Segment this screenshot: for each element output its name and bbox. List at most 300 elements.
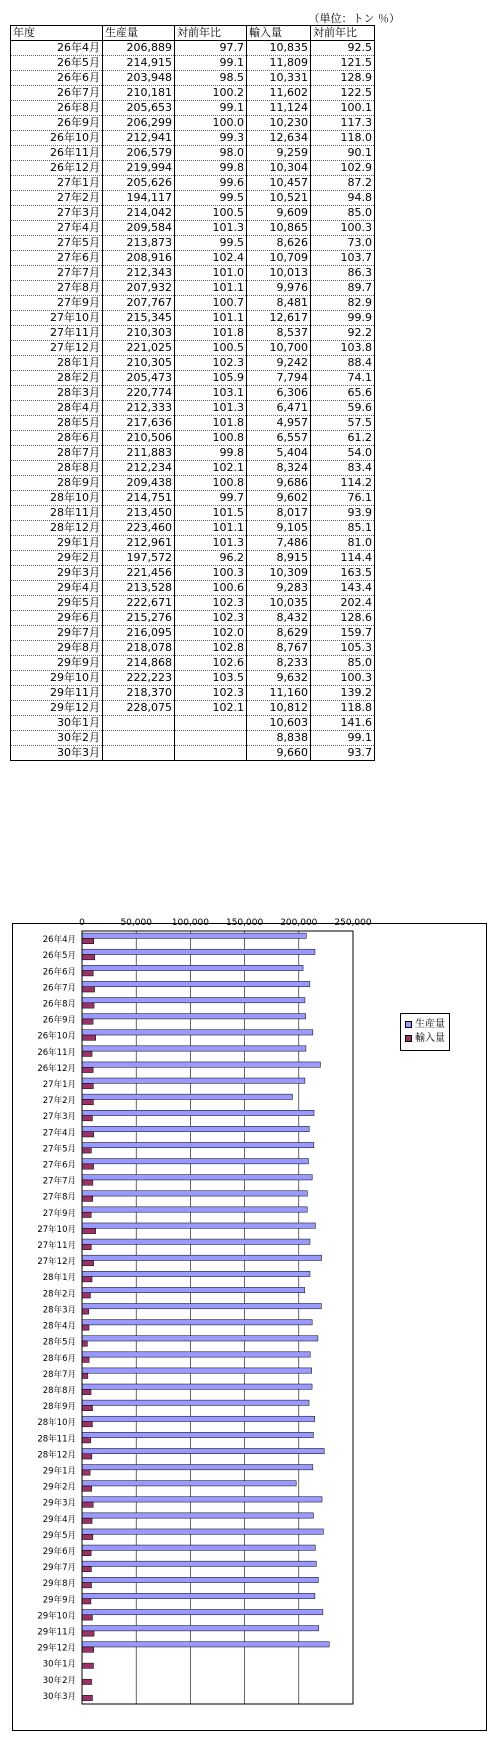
y-tick-label: 28年7月 <box>42 1369 76 1380</box>
value-cell: 212,941 <box>103 131 175 146</box>
import-bar <box>82 938 94 943</box>
value-cell: 74.1 <box>311 371 375 386</box>
x-tick-label: 250,000 <box>334 918 372 928</box>
value-cell: 100.7 <box>175 296 247 311</box>
value-cell: 85.1 <box>311 521 375 536</box>
production-bar <box>82 1577 318 1582</box>
value-cell: 208,916 <box>103 251 175 266</box>
value-cell: 100.5 <box>175 206 247 221</box>
import-bar <box>82 1244 91 1249</box>
import-bar <box>82 1373 88 1378</box>
value-cell: 100.0 <box>175 116 247 131</box>
value-cell: 118.0 <box>311 131 375 146</box>
import-bar <box>82 1148 91 1153</box>
value-cell: 212,234 <box>103 461 175 476</box>
value-cell: 194,117 <box>103 191 175 206</box>
y-tick-label: 30年1月 <box>42 1659 76 1670</box>
value-cell: 117.3 <box>311 116 375 131</box>
production-bar <box>82 1175 312 1180</box>
value-cell: 118.8 <box>311 701 375 716</box>
import-bar <box>82 1228 96 1233</box>
header-cell: 対前年比 <box>175 26 247 41</box>
header-cell: 年度 <box>11 26 103 41</box>
row-label-cell: 28年9月 <box>11 476 103 491</box>
y-tick-label: 28年4月 <box>42 1321 76 1332</box>
production-bar <box>82 1448 324 1453</box>
value-cell: 5,404 <box>247 446 311 461</box>
value-cell: 8,481 <box>247 296 311 311</box>
value-cell: 102.3 <box>175 356 247 371</box>
value-cell: 96.2 <box>175 551 247 566</box>
value-cell: 100.1 <box>311 101 375 116</box>
value-cell: 210,506 <box>103 431 175 446</box>
value-cell: 12,634 <box>247 131 311 146</box>
value-cell: 223,460 <box>103 521 175 536</box>
row-label-cell: 26年7月 <box>11 86 103 101</box>
value-cell: 73.0 <box>311 236 375 251</box>
value-cell: 99.7 <box>175 491 247 506</box>
production-bar <box>82 1320 312 1325</box>
value-cell: 99.1 <box>175 101 247 116</box>
production-bar <box>82 1078 305 1083</box>
y-tick-label: 28年11月 <box>37 1434 76 1445</box>
import-bar <box>82 1099 93 1104</box>
value-cell: 214,868 <box>103 656 175 671</box>
value-cell: 8,629 <box>247 626 311 641</box>
import-bar <box>82 1260 94 1265</box>
legend-item <box>405 1032 445 1046</box>
value-cell: 105.9 <box>175 371 247 386</box>
value-cell: 100.3 <box>311 671 375 686</box>
y-tick-label: 27年5月 <box>42 1144 76 1155</box>
import-bar <box>82 1470 90 1475</box>
row-label-cell: 27年10月 <box>11 311 103 326</box>
import-bar <box>82 1341 87 1346</box>
y-tick-label: 26年10月 <box>37 1031 76 1042</box>
row-label-cell: 28年10月 <box>11 491 103 506</box>
production-bar <box>82 1126 309 1131</box>
row-label-cell: 26年10月 <box>11 131 103 146</box>
y-tick-label: 26年6月 <box>42 967 76 978</box>
import-bar <box>82 1309 89 1314</box>
import-bar <box>82 1003 94 1008</box>
value-cell: 212,961 <box>103 536 175 551</box>
value-cell: 220,774 <box>103 386 175 401</box>
production-bar <box>82 1207 307 1212</box>
import-bar <box>82 1212 91 1217</box>
value-cell: 105.3 <box>311 641 375 656</box>
value-cell: 9,602 <box>247 491 311 506</box>
value-cell: 89.7 <box>311 281 375 296</box>
import-bar <box>82 1277 92 1282</box>
y-tick-label: 29年2月 <box>42 1482 76 1493</box>
x-tick-label: 200,000 <box>280 918 318 928</box>
y-tick-label: 26年4月 <box>42 935 76 946</box>
value-cell: 100.3 <box>311 221 375 236</box>
value-cell: 10,709 <box>247 251 311 266</box>
y-tick-label: 27年2月 <box>42 1096 76 1107</box>
row-label-cell: 26年5月 <box>11 56 103 71</box>
row-label-cell: 29年5月 <box>11 596 103 611</box>
value-cell: 90.1 <box>311 146 375 161</box>
value-cell: 101.8 <box>175 326 247 341</box>
value-cell: 9,283 <box>247 581 311 596</box>
value-cell: 202.4 <box>311 596 375 611</box>
value-cell: 211,883 <box>103 446 175 461</box>
value-cell: 102.8 <box>175 641 247 656</box>
import-bar <box>82 1647 94 1652</box>
y-tick-label: 26年5月 <box>42 951 76 962</box>
import-bar <box>82 1067 93 1072</box>
y-tick-label: 28年1月 <box>42 1273 76 1284</box>
value-cell: 100.2 <box>175 86 247 101</box>
value-cell: 93.9 <box>311 506 375 521</box>
row-label-cell: 27年9月 <box>11 296 103 311</box>
value-cell: 98.5 <box>175 71 247 86</box>
value-cell: 143.4 <box>311 581 375 596</box>
value-cell: 215,276 <box>103 611 175 626</box>
production-bar <box>82 1303 321 1308</box>
value-cell: 214,751 <box>103 491 175 506</box>
production-bar <box>82 1497 322 1502</box>
value-cell: 222,671 <box>103 596 175 611</box>
row-label-cell: 27年5月 <box>11 236 103 251</box>
value-cell: 7,486 <box>247 536 311 551</box>
import-bar <box>82 1454 92 1459</box>
x-tick-label: 100,000 <box>171 918 210 928</box>
y-tick-label: 27年3月 <box>42 1112 76 1123</box>
value-cell: 8,537 <box>247 326 311 341</box>
value-cell: 103.7 <box>311 251 375 266</box>
unit-note: （単位：トン ％） <box>308 12 400 25</box>
production-bar <box>82 1432 313 1437</box>
y-tick-label: 26年8月 <box>42 999 76 1010</box>
production-bar <box>82 1465 313 1470</box>
row-label-cell: 29年6月 <box>11 611 103 626</box>
value-cell: 216,095 <box>103 626 175 641</box>
production-bar <box>82 965 303 970</box>
production-bar <box>82 1513 313 1518</box>
production-bar <box>82 1223 315 1228</box>
y-tick-label: 27年8月 <box>42 1192 76 1203</box>
row-label-cell: 27年8月 <box>11 281 103 296</box>
import-bar <box>82 1083 93 1088</box>
value-cell: 206,299 <box>103 116 175 131</box>
y-tick-label: 29年4月 <box>42 1514 76 1525</box>
value-cell: 217,636 <box>103 416 175 431</box>
value-cell: 100.5 <box>175 341 247 356</box>
import-bar <box>82 1566 91 1571</box>
header-cell: 生産量 <box>103 26 175 41</box>
y-tick-label: 29年1月 <box>42 1466 76 1477</box>
import-bar <box>82 1518 92 1523</box>
y-tick-label: 27年6月 <box>42 1160 76 1171</box>
value-cell: 114.2 <box>311 476 375 491</box>
value-cell: 88.4 <box>311 356 375 371</box>
import-bar <box>82 1405 92 1410</box>
production-bar <box>82 1159 308 1164</box>
y-tick-label: 29年11月 <box>37 1627 76 1638</box>
value-cell: 10,835 <box>247 41 311 56</box>
import-bar <box>82 1116 92 1121</box>
y-tick-label: 29年8月 <box>42 1579 76 1590</box>
import-bar <box>82 1325 89 1330</box>
row-label-cell: 27年6月 <box>11 251 103 266</box>
legend-label: 輸入量 <box>415 1033 445 1044</box>
value-cell: 92.2 <box>311 326 375 341</box>
row-label-cell: 29年9月 <box>11 656 103 671</box>
value-cell: 99.3 <box>175 131 247 146</box>
legend-label: 生産量 <box>415 1019 445 1030</box>
y-tick-label: 27年4月 <box>42 1128 76 1139</box>
row-label-cell: 28年6月 <box>11 431 103 446</box>
row-label-cell: 28年5月 <box>11 416 103 431</box>
value-cell: 102.9 <box>311 161 375 176</box>
value-cell: 102.3 <box>175 611 247 626</box>
value-cell: 121.5 <box>311 56 375 71</box>
value-cell: 213,450 <box>103 506 175 521</box>
production-bar <box>82 1110 314 1115</box>
value-cell: 102.4 <box>175 251 247 266</box>
value-cell: 100.8 <box>175 431 247 446</box>
y-tick-label: 29年3月 <box>42 1498 76 1509</box>
x-tick-label: 0 <box>79 918 85 928</box>
y-tick-label: 27年9月 <box>42 1208 76 1219</box>
row-label-cell: 29年4月 <box>11 581 103 596</box>
value-cell: 8,432 <box>247 611 311 626</box>
y-tick-label: 28年6月 <box>42 1353 76 1364</box>
import-bar <box>82 1132 94 1137</box>
value-cell: 86.3 <box>311 266 375 281</box>
value-cell: 6,557 <box>247 431 311 446</box>
production-bar <box>82 1368 312 1373</box>
value-cell: 103.1 <box>175 386 247 401</box>
value-cell: 8,324 <box>247 461 311 476</box>
production-bar <box>82 1030 313 1035</box>
value-cell: 207,932 <box>103 281 175 296</box>
y-tick-label: 28年3月 <box>42 1305 76 1316</box>
value-cell: 10,230 <box>247 116 311 131</box>
value-cell: 101.1 <box>175 311 247 326</box>
value-cell: 101.1 <box>175 521 247 536</box>
value-cell: 215,345 <box>103 311 175 326</box>
y-tick-label: 30年2月 <box>42 1675 76 1686</box>
value-cell: 128.9 <box>311 71 375 86</box>
y-tick-label: 29年9月 <box>42 1595 76 1606</box>
value-cell: 209,438 <box>103 476 175 491</box>
row-label-cell: 26年4月 <box>11 41 103 56</box>
production-bar <box>82 1481 296 1486</box>
y-tick-label: 28年5月 <box>42 1337 76 1348</box>
y-tick-label: 28年12月 <box>37 1450 76 1461</box>
row-label-cell: 27年4月 <box>11 221 103 236</box>
row-label-cell: 28年4月 <box>11 401 103 416</box>
row-label-cell: 27年11月 <box>11 326 103 341</box>
y-tick-label: 29年5月 <box>42 1530 76 1541</box>
value-cell: 99.8 <box>175 161 247 176</box>
row-label-cell: 30年3月 <box>11 746 103 761</box>
production-bar <box>82 998 305 1003</box>
value-cell: 221,025 <box>103 341 175 356</box>
y-tick-label: 26年9月 <box>42 1015 76 1026</box>
y-tick-label: 28年2月 <box>42 1289 76 1300</box>
value-cell: 163.5 <box>311 566 375 581</box>
production-bar <box>82 1545 315 1550</box>
value-cell: 214,915 <box>103 56 175 71</box>
value-cell: 203,948 <box>103 71 175 86</box>
value-cell: 59.6 <box>311 401 375 416</box>
production-bar <box>82 1352 310 1357</box>
value-cell: 76.1 <box>311 491 375 506</box>
value-cell: 92.5 <box>311 41 375 56</box>
production-bar <box>82 1416 315 1421</box>
value-cell: 100.8 <box>175 476 247 491</box>
row-label-cell: 26年12月 <box>11 161 103 176</box>
import-bar <box>82 1438 91 1443</box>
value-cell: 65.6 <box>311 386 375 401</box>
row-label-cell: 29年12月 <box>11 701 103 716</box>
production-bar <box>82 949 315 954</box>
y-tick-label: 30年3月 <box>42 1691 76 1702</box>
value-cell: 99.1 <box>311 731 375 746</box>
production-bar <box>82 1094 292 1099</box>
value-cell: 101.3 <box>175 536 247 551</box>
import-bar <box>82 987 95 992</box>
y-tick-label: 29年12月 <box>37 1643 76 1654</box>
value-cell: 206,889 <box>103 41 175 56</box>
y-tick-label: 26年12月 <box>37 1063 76 1074</box>
value-cell: 57.5 <box>311 416 375 431</box>
y-tick-label: 28年8月 <box>42 1385 76 1396</box>
value-cell: 82.9 <box>311 296 375 311</box>
value-cell: 228,075 <box>103 701 175 716</box>
production-bar <box>82 981 310 986</box>
production-bar <box>82 1609 323 1614</box>
value-cell: 102.0 <box>175 626 247 641</box>
import-bar <box>82 1035 96 1040</box>
row-label-cell: 26年9月 <box>11 116 103 131</box>
value-cell: 8,915 <box>247 551 311 566</box>
value-cell: 114.4 <box>311 551 375 566</box>
x-tick-label: 150,000 <box>225 918 264 928</box>
row-label-cell: 29年2月 <box>11 551 103 566</box>
value-cell: 10,013 <box>247 266 311 281</box>
import-bar <box>82 1164 94 1169</box>
value-cell: 101.5 <box>175 506 247 521</box>
value-cell: 210,303 <box>103 326 175 341</box>
value-cell: 10,812 <box>247 701 311 716</box>
value-cell: 8,767 <box>247 641 311 656</box>
value-cell: 222,223 <box>103 671 175 686</box>
value-cell: 99.8 <box>175 446 247 461</box>
value-cell: 207,767 <box>103 296 175 311</box>
production-bar <box>82 1384 312 1389</box>
value-cell: 159.7 <box>311 626 375 641</box>
value-cell: 210,181 <box>103 86 175 101</box>
y-tick-label: 27年1月 <box>42 1079 76 1090</box>
value-cell: 100.6 <box>175 581 247 596</box>
value-cell: 99.9 <box>311 311 375 326</box>
row-label-cell: 29年3月 <box>11 566 103 581</box>
value-cell: 11,602 <box>247 86 311 101</box>
production-bar <box>82 1191 307 1196</box>
value-cell: 93.7 <box>311 746 375 761</box>
value-cell: 206,579 <box>103 146 175 161</box>
value-cell: 99.5 <box>175 191 247 206</box>
production-bar <box>82 933 306 938</box>
value-cell: 85.0 <box>311 206 375 221</box>
row-label-cell: 29年8月 <box>11 641 103 656</box>
value-cell: 128.6 <box>311 611 375 626</box>
value-cell: 102.3 <box>175 596 247 611</box>
value-cell: 6,306 <box>247 386 311 401</box>
value-cell: 10,865 <box>247 221 311 236</box>
chart-legend <box>400 1013 450 1051</box>
y-tick-label: 26年11月 <box>37 1047 76 1058</box>
row-label-cell: 29年1月 <box>11 536 103 551</box>
import-bar <box>82 1019 93 1024</box>
row-label-cell: 28年2月 <box>11 371 103 386</box>
value-cell: 205,473 <box>103 371 175 386</box>
value-cell: 10,331 <box>247 71 311 86</box>
import-bar <box>82 1550 91 1555</box>
value-cell: 197,572 <box>103 551 175 566</box>
value-cell: 101.8 <box>175 416 247 431</box>
import-bar <box>82 1180 93 1185</box>
value-cell: 83.4 <box>311 461 375 476</box>
import-bar <box>82 1389 91 1394</box>
row-label-cell: 27年1月 <box>11 176 103 191</box>
value-cell: 61.2 <box>311 431 375 446</box>
value-cell: 218,370 <box>103 686 175 701</box>
value-cell: 103.5 <box>175 671 247 686</box>
row-label-cell: 29年10月 <box>11 671 103 686</box>
row-label-cell: 29年7月 <box>11 626 103 641</box>
y-tick-label: 29年6月 <box>42 1547 76 1558</box>
value-cell: 7,794 <box>247 371 311 386</box>
import-bar <box>82 1534 93 1539</box>
value-cell: 213,528 <box>103 581 175 596</box>
value-cell: 9,686 <box>247 476 311 491</box>
production-bar <box>82 1529 323 1534</box>
y-tick-label: 27年11月 <box>37 1241 76 1252</box>
value-cell: 102.6 <box>175 656 247 671</box>
production-bar <box>82 1142 314 1147</box>
production-bar <box>82 1062 320 1067</box>
value-cell: 101.3 <box>175 401 247 416</box>
value-cell: 99.1 <box>175 56 247 71</box>
value-cell: 8,017 <box>247 506 311 521</box>
y-tick-label: 27年10月 <box>37 1224 76 1235</box>
value-cell: 6,471 <box>247 401 311 416</box>
production-bar <box>82 1626 319 1631</box>
row-label-cell: 28年11月 <box>11 506 103 521</box>
production-bar <box>82 1561 316 1566</box>
value-cell: 212,333 <box>103 401 175 416</box>
row-label-cell: 30年2月 <box>11 731 103 746</box>
import-bar <box>82 1293 90 1298</box>
value-cell: 212,343 <box>103 266 175 281</box>
value-cell: 11,160 <box>247 686 311 701</box>
value-cell: 99.6 <box>175 176 247 191</box>
value-cell: 122.5 <box>311 86 375 101</box>
production-bar <box>82 1287 305 1292</box>
value-cell: 9,105 <box>247 521 311 536</box>
row-label-cell: 28年3月 <box>11 386 103 401</box>
value-cell: 102.1 <box>175 701 247 716</box>
value-cell: 9,660 <box>247 746 311 761</box>
value-cell: 8,838 <box>247 731 311 746</box>
